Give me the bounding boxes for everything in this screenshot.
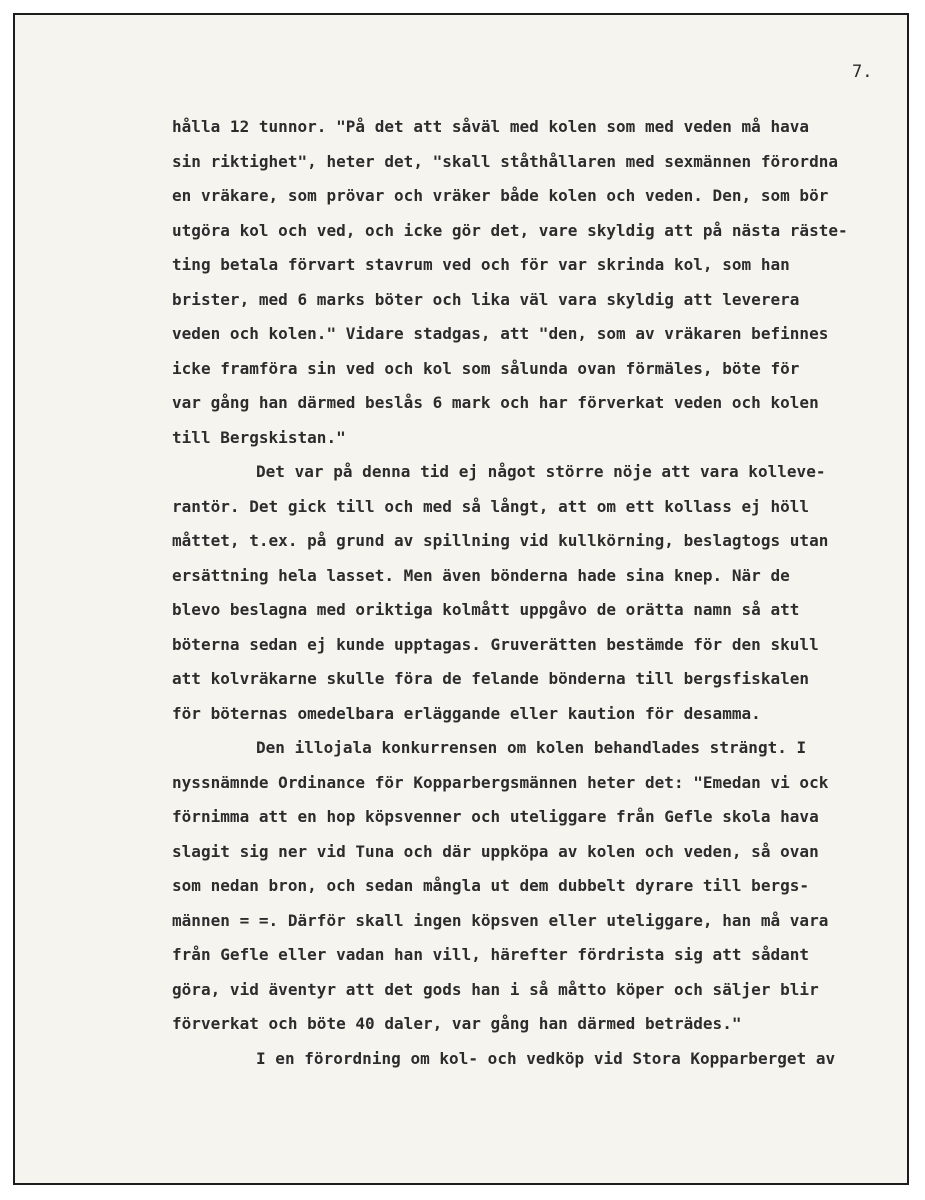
text-line: Den illojala konkurrensen om kolen behandlades strängt. I <box>256 738 807 757</box>
text-line: hålla 12 tunnor. "På det att såväl med kolen som med veden må hava <box>172 117 810 136</box>
text-line: ting betala förvart stavrum ved och för var skrinda kol, som han <box>172 255 790 274</box>
text-line: göra, vid äventyr att det gods han i så måtto köper och säljer blir <box>172 979 819 999</box>
text-line: en vräkare, som prövar och vräker både kolen och veden. Den, som bör <box>172 186 829 205</box>
text-line: veden och kolen." Vidare stadgas, att "den, som av vräkaren befinnes <box>172 324 829 343</box>
text-line: förverkat och böte 40 daler, var gång han därmed beträdes." <box>172 1014 742 1033</box>
text-line: förnimma att en hop köpsvenner och uteliggare från Gefle skola hava <box>172 807 819 826</box>
text-line: männen = =. Därför skall ingen köpsven eller uteliggare, han må vara <box>172 910 829 930</box>
page-number: 7. <box>852 62 873 82</box>
text-line: för böternas omedelbara erläggande eller kaution för desamma. <box>172 703 761 723</box>
text-line: ersättning hela lasset. Men även bönderna hade sina knep. När de <box>172 565 790 585</box>
typewritten-text <box>172 110 892 1076</box>
text-line: måttet, t.ex. på grund av spillning vid kullkörning, beslagtogs utan <box>172 531 829 550</box>
text-line: icke framföra sin ved och kol som sålunda ovan förmäles, böte för <box>172 358 800 378</box>
text-line: böterna sedan ej kunde upptagas. Gruverätten bestämde för den skull <box>172 634 819 654</box>
text-line: att kolvräkarne skulle föra de felande bönderna till bergsfiskalen <box>172 669 810 688</box>
text-line: som nedan bron, och sedan mångla ut dem dubbelt dyrare till bergs- <box>172 876 810 895</box>
text-line: var gång han därmed beslås 6 mark och har förverkat veden och kolen <box>172 393 819 412</box>
text-line: utgöra kol och ved, och icke gör det, vare skyldig att på nästa räste- <box>172 220 848 240</box>
text-line: brister, med 6 marks böter och lika väl vara skyldig att leverera <box>172 289 800 309</box>
text-line: rantör. Det gick till och med så långt, att om ett kollass ej höll <box>172 496 810 516</box>
text-line: I en förordning om kol- och vedköp vid Stora Kopparberget av <box>256 1048 836 1068</box>
text-line: nyssnämnde Ordinance för Kopparbergsmännen heter det: "Emedan vi ock <box>172 772 829 792</box>
text-line: till Bergskistan." <box>172 427 346 447</box>
text-line: Det var på denna tid ej något större nöje att vara kolleve- <box>256 462 826 481</box>
text-line: sin riktighet", heter det, "skall ståthållaren med sexmännen förordna <box>172 151 839 171</box>
text-line: slagit sig ner vid Tuna och där uppköpa av kolen och veden, så ovan <box>172 841 819 861</box>
text-line: från Gefle eller vadan han vill, härefter fördrista sig att sådant <box>172 945 810 964</box>
text-line: blevo beslagna med oriktiga kolmått uppgåvo de orätta namn så att <box>172 600 800 619</box>
